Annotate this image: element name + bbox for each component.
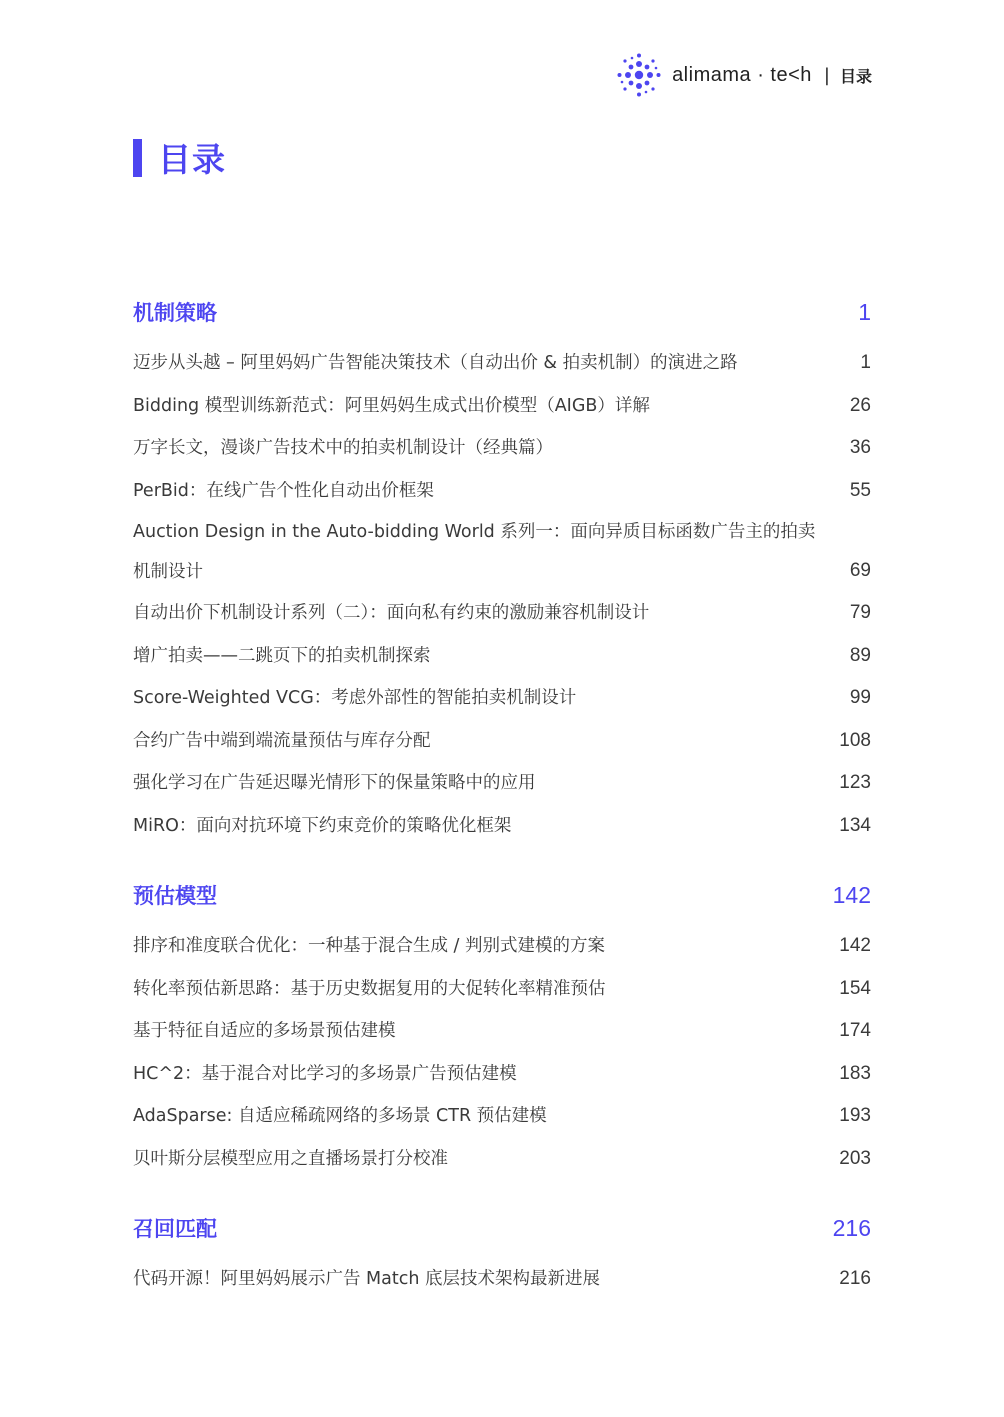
title-accent-bar xyxy=(133,139,142,177)
toc-entry[interactable] xyxy=(133,1258,871,1301)
toc-entry[interactable] xyxy=(133,1095,871,1138)
toc-section-prediction xyxy=(133,871,871,1180)
toc-entry-page: 79 xyxy=(849,602,871,623)
toc-entry-page: 1 xyxy=(860,352,871,373)
toc-entry-page: 142 xyxy=(839,935,871,956)
toc-section-page: 216 xyxy=(832,1214,871,1241)
brand-name: alimama · te<h xyxy=(672,63,812,86)
toc-entry-page: 26 xyxy=(849,394,871,416)
toc-entry-title: AdaSparse: 自适应稀疏网络的多场景 CTR 预估建模 xyxy=(133,1106,547,1126)
toc-entry-title: 贝叶斯分层模型应用之直播场景打分校准 xyxy=(133,1148,448,1169)
toc-entry[interactable] xyxy=(133,592,871,635)
page-title-text: 目录 xyxy=(158,140,226,179)
toc-entry-title: 强化学习在广告延迟曝光情形下的保量策略中的应用 xyxy=(133,773,536,793)
toc-entry-page: 69 xyxy=(849,560,871,581)
toc-entry[interactable] xyxy=(133,470,871,513)
toc-entry[interactable] xyxy=(133,385,871,428)
toc-section-header[interactable] xyxy=(133,1204,871,1252)
toc-entry-title: 代码开源！阿里妈妈展示广告 Match 底层技术架构最新进展 xyxy=(133,1269,601,1289)
toc-entry[interactable] xyxy=(133,925,871,968)
dot-cluster-logo-icon xyxy=(616,52,662,98)
toc-section-title: 预估模型 xyxy=(133,884,217,908)
toc-entry-page: 99 xyxy=(849,687,871,708)
toc-entry-title: PerBid：在线广告个性化自动出价框架 xyxy=(133,480,434,501)
toc-entry-title: 自动出价下机制设计系列（二）：面向私有约束的激励兼容机制设计 xyxy=(133,603,650,623)
toc-entry-page: 123 xyxy=(839,772,871,793)
toc-entry-page: 183 xyxy=(839,1062,871,1084)
toc-entry-title: 转化率预估新思路：基于历史数据复用的大促转化率精准预估 xyxy=(133,978,606,999)
toc-entry[interactable] xyxy=(133,805,871,848)
toc-entry[interactable] xyxy=(133,1053,871,1096)
toc-section-page: 1 xyxy=(858,298,871,325)
toc-entry-page: 36 xyxy=(849,437,871,458)
toc-entry-title: 万字长文，漫谈广告技术中的拍卖机制设计（经典篇） xyxy=(133,438,553,458)
toc-entry-title: 迈步从头越 – 阿里妈妈广告智能决策技术（自动出价 & 拍卖机制）的演进之路 xyxy=(133,353,738,373)
toc-entry[interactable] xyxy=(133,1010,871,1053)
toc-entry-title: HC^2：基于混合对比学习的多场景广告预估建模 xyxy=(133,1063,517,1084)
toc-entry-title: 排序和准度联合优化：一种基于混合生成 / 判别式建模的方案 xyxy=(133,936,606,956)
toc-entry-page: 203 xyxy=(839,1147,871,1169)
toc-entry-title: 增广拍卖——二跳页下的拍卖机制探索 xyxy=(133,645,431,666)
toc-entry[interactable] xyxy=(133,427,871,470)
toc-entry-title: 合约广告中端到端流量预估与库存分配 xyxy=(133,730,431,751)
toc-entry[interactable] xyxy=(133,968,871,1011)
toc-entry[interactable] xyxy=(133,342,871,385)
toc-section-title: 召回匹配 xyxy=(133,1217,217,1241)
toc-entry[interactable] xyxy=(133,677,871,720)
toc-entry-page: 108 xyxy=(839,729,871,751)
toc-entry-title: MiRO：面向对抗环境下约束竞价的策略优化框架 xyxy=(133,815,512,836)
toc-entry-page: 154 xyxy=(839,977,871,999)
header-section-label: 目录 xyxy=(839,66,872,86)
toc-section-title: 机制策略 xyxy=(133,301,217,325)
toc-entry[interactable] xyxy=(133,635,871,678)
header-separator: | xyxy=(823,64,830,86)
toc-section-mechanism xyxy=(133,288,871,847)
toc-section-header[interactable] xyxy=(133,288,871,336)
table-of-contents xyxy=(133,288,871,1325)
toc-entry-title: Auction Design in the Auto-bidding World 系列一：面向异质目标函数广告主的拍卖机制设计 xyxy=(133,522,816,582)
toc-entry[interactable] xyxy=(133,720,871,763)
toc-section-page: 142 xyxy=(832,881,871,908)
toc-entry-title: 基于特征自适应的多场景预估建模 xyxy=(133,1021,396,1041)
toc-entry-page: 216 xyxy=(839,1268,871,1289)
toc-entry[interactable] xyxy=(133,1138,871,1181)
toc-entry-page: 134 xyxy=(839,814,871,836)
toc-entry-page: 193 xyxy=(839,1105,871,1126)
page-header xyxy=(616,52,872,98)
toc-entry-page: 55 xyxy=(849,479,871,501)
page-title xyxy=(133,134,226,181)
toc-section-header[interactable] xyxy=(133,871,871,919)
toc-entry-page: 174 xyxy=(839,1020,871,1041)
toc-entry-title: Score-Weighted VCG：考虑外部性的智能拍卖机制设计 xyxy=(133,688,577,708)
toc-entry-page: 89 xyxy=(849,644,871,666)
toc-entry[interactable] xyxy=(133,762,871,805)
toc-entry[interactable] xyxy=(133,512,871,592)
toc-section-retrieval xyxy=(133,1204,871,1301)
toc-entry-title: Bidding 模型训练新范式：阿里妈妈生成式出价模型（AIGB）详解 xyxy=(133,395,650,416)
